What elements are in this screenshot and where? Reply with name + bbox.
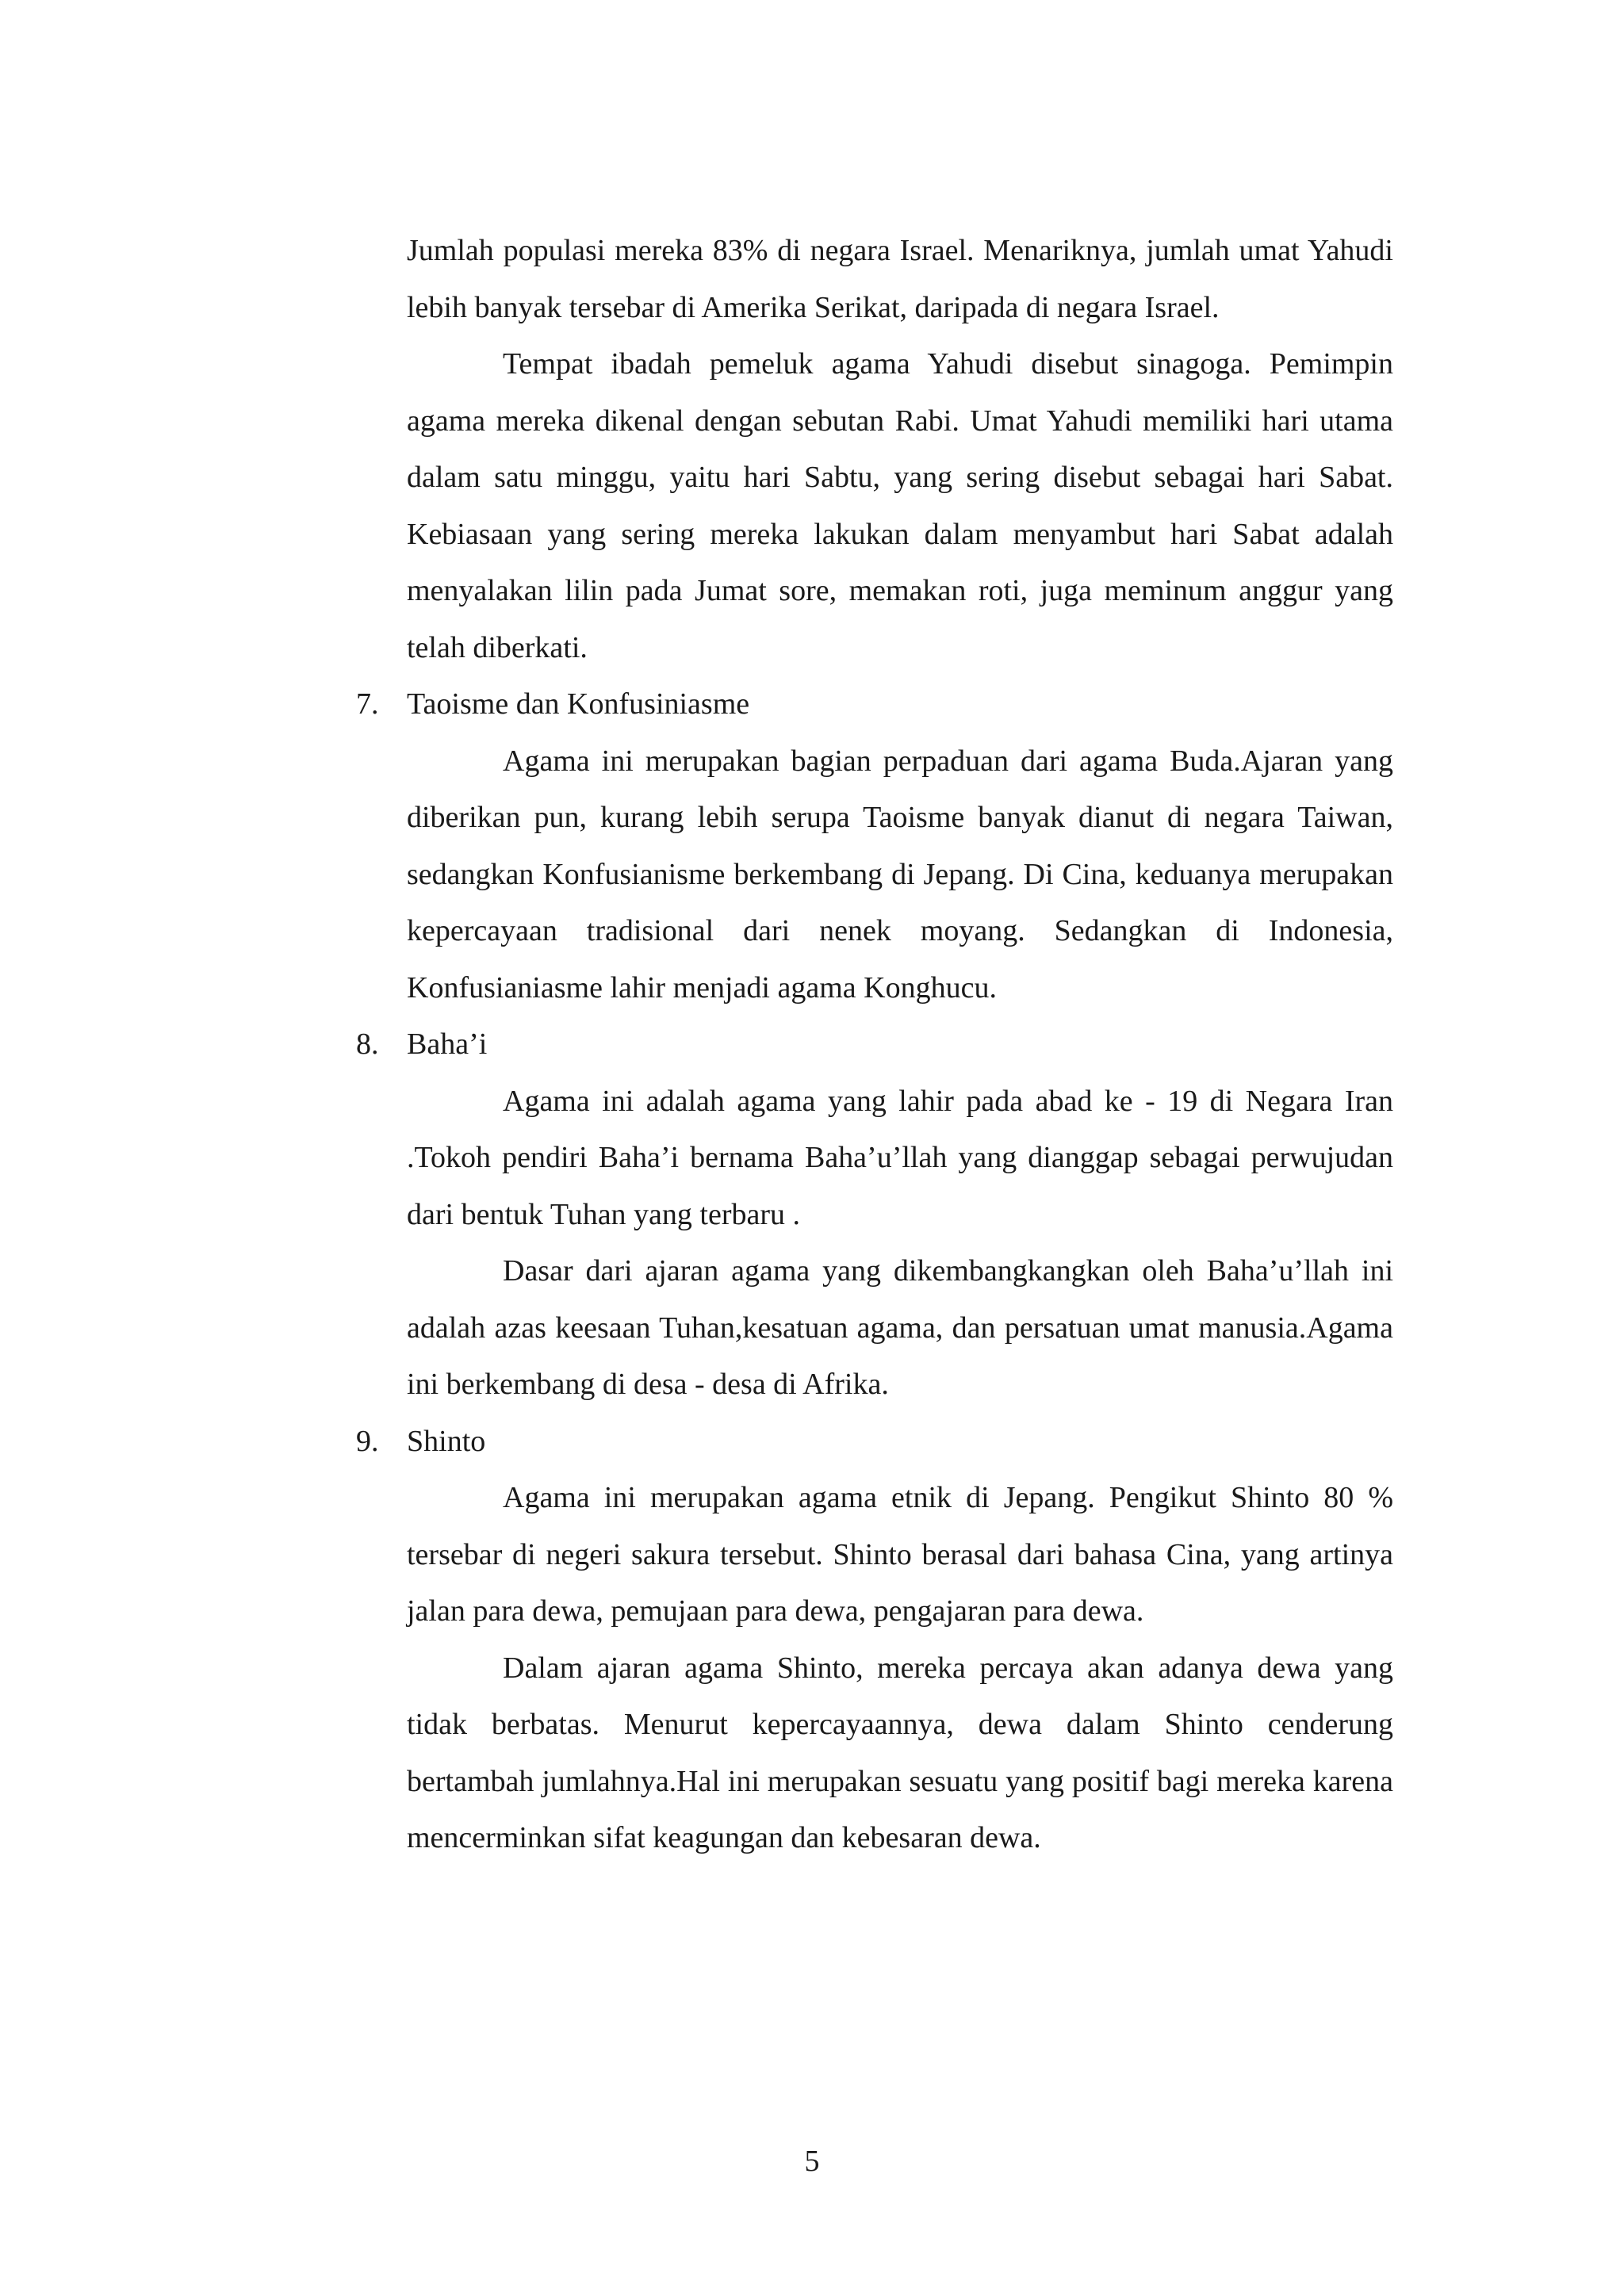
list-item-heading: [356, 1414, 1393, 1471]
paragraph-shinto-origin: Agama ini merupakan agama etnik di Jepang. Pengikut Shinto 80 % tersebar di negeri sakura tersebut. Shinto berasal dari bahasa Cina, yang artinya jalan para dewa, pemujaan para dewa, pengajaran para dewa.: [407, 1481, 1393, 1628]
list-item-number: 9.: [356, 1424, 379, 1458]
list-item-number: 8.: [356, 1027, 379, 1061]
list-item-title: Taoisme dan Konfusiniasme: [407, 687, 750, 721]
paragraph-israel-population: Jumlah populasi mereka 83% di negara Israel. Menariknya, jumlah umat Yahudi lebih banyak tersebar di Amerika Serikat, daripada di negara Israel.: [407, 234, 1393, 324]
list-item-title: Baha’i: [407, 1027, 488, 1061]
list-item-heading: [356, 676, 1393, 733]
list-item-title: Shinto: [407, 1424, 486, 1458]
list-item-heading: [356, 1016, 1393, 1073]
page-number: 5: [804, 2145, 820, 2178]
list-item-taoisme: [356, 676, 1393, 1016]
page-body: [356, 223, 1393, 1867]
paragraph-bahai-teaching: Dasar dari ajaran agama yang dikembangkangkan oleh Baha’u’llah ini adalah azas keesaan Tuhan,kesatuan agama, dan persatuan umat manusia.Agama ini berkembang di desa - desa di Afrika.: [407, 1254, 1393, 1401]
list-item-shinto: [356, 1414, 1393, 1867]
paragraph-bahai-origin: Agama ini adalah agama yang lahir pada abad ke - 19 di Negara Iran .Tokoh pendiri Baha’i bernama Baha’u’llah yang dianggap sebagai perwujudan dari bentuk Tuhan yang terbaru .: [407, 1084, 1393, 1231]
paragraph-sinagoga: Tempat ibadah pemeluk agama Yahudi disebut sinagoga. Pemimpin agama mereka dikenal dengan sebutan Rabi. Umat Yahudi memiliki hari utama dalam satu minggu, yaitu hari Sabtu, yang sering disebut sebagai hari Sabat. Kebiasaan yang sering mereka lakukan dalam menyambut hari Sabat adalah menyalakan lilin pada Jumat sore, memakan roti, juga meminum anggur yang telah diberkati.: [407, 347, 1393, 664]
list-item-number: 7.: [356, 687, 379, 721]
paragraph-shinto-belief: Dalam ajaran agama Shinto, mereka percaya akan adanya dewa yang tidak berbatas. Menurut kepercayaannya, dewa dalam Shinto cenderung bertambah jumlahnya.Hal ini merupakan sesuatu yang positif bagi mereka karena mencerminkan sifat keagungan dan kebesaran dewa.: [407, 1651, 1393, 1854]
paragraph-taoisme: Agama ini merupakan bagian perpaduan dari agama Buda.Ajaran yang diberikan pun, kurang lebih serupa Taoisme banyak dianut di negara Taiwan, sedangkan Konfusianisme berkembang di Jepang. Di Cina, keduanya merupakan kepercayaan tradisional dari nenek moyang. Sedangkan di Indonesia, Konfusianiasme lahir menjadi agama Konghucu.: [407, 744, 1393, 1004]
list-item-bahai: [356, 1016, 1393, 1414]
